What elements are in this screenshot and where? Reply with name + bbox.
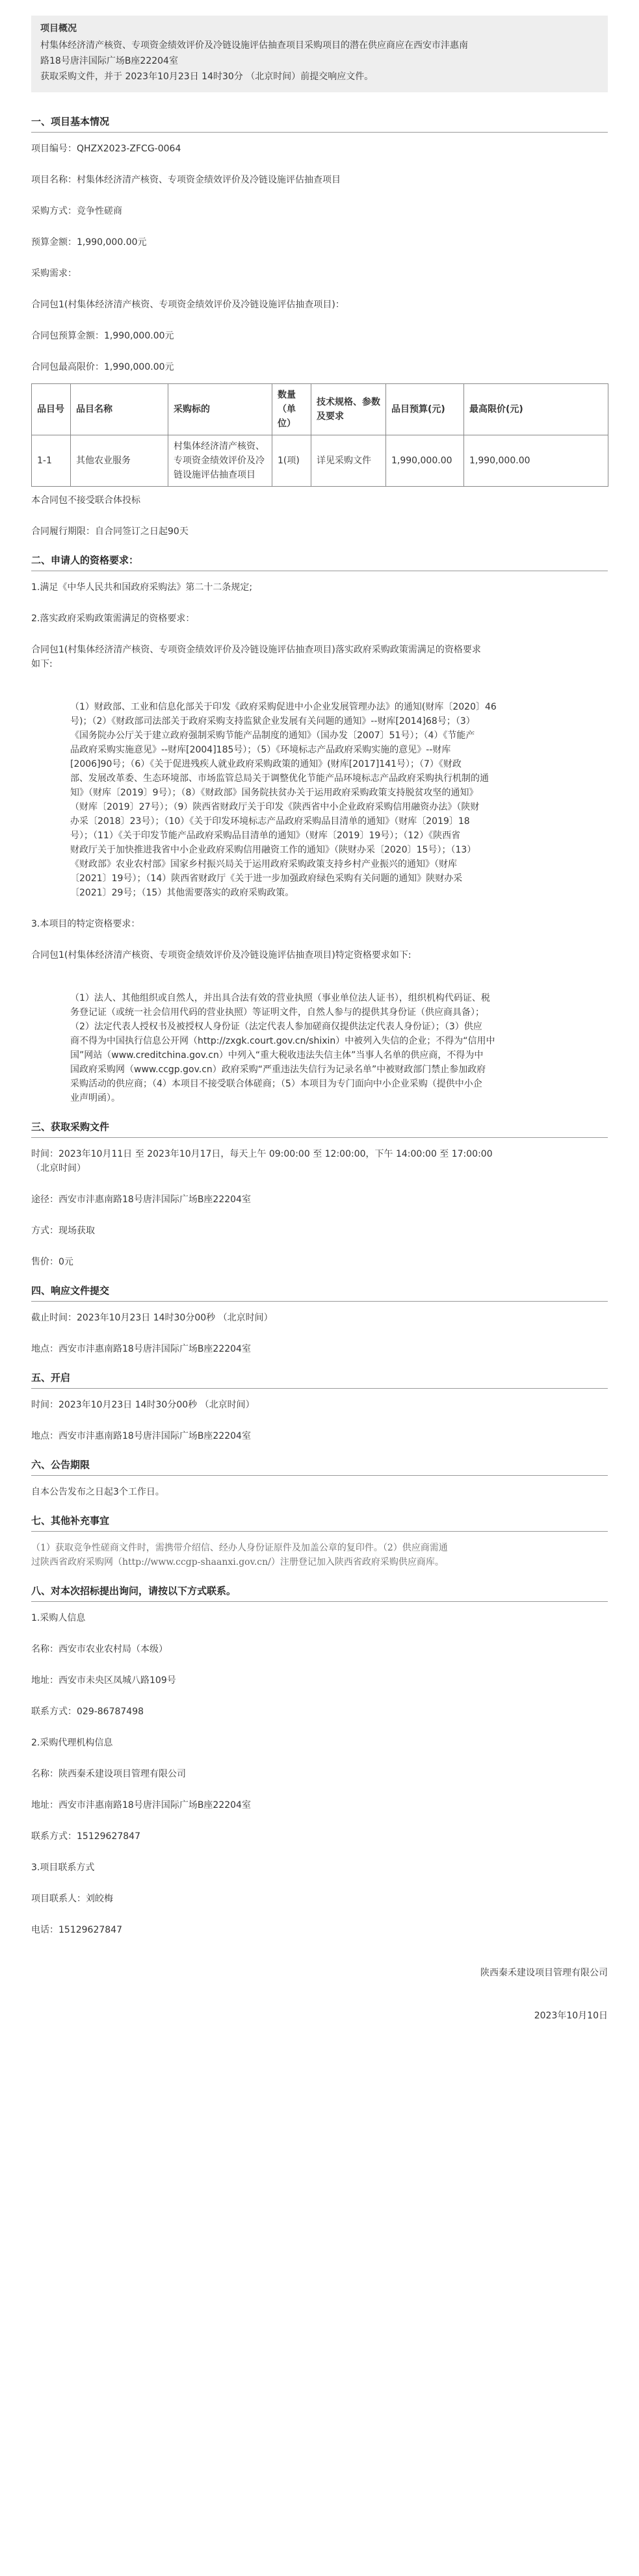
section-title-obtain-docs: 三、获取采购文件 <box>31 1121 110 1133</box>
table-header-cell: 数量（单位） <box>272 384 311 435</box>
summary-line: 路18号唐沣国际广场B座22204室 <box>40 56 178 66</box>
project-contact-title: 3.项目联系方式 <box>31 1862 95 1873</box>
qualification-law: 1.满足《中华人民共和国政府采购法》第二十二条规定; <box>31 582 253 593</box>
obtain-place: 途径：西安市沣惠南路18号唐沣国际广场B座22204室 <box>31 1194 251 1205</box>
agency-address: 地址：西安市沣惠南路18号唐沣国际广场B座22204室 <box>31 1800 251 1810</box>
section-title-opening: 五、开启 <box>31 1372 71 1384</box>
package-table <box>31 383 608 487</box>
project-summary-box <box>31 16 608 92</box>
section-divider <box>31 1388 608 1389</box>
policy-line: 〔2021〕29号；（15）其他需要落实的政府采购政策。 <box>70 888 294 898</box>
table-cell: 1-1 <box>32 435 71 487</box>
policy-line: 知》（财库〔2019〕9号）；（8）《财政部》国务院扶贫办关于运用政府采购政策支持脱贫攻坚的通知》 <box>70 788 478 798</box>
package-budget: 合同包预算金额：1,990,000.00元 <box>31 331 174 341</box>
summary-line: 获取采购文件，并于 2023年10月23日 14时30分 （北京时间）前提交响应文件。 <box>40 71 374 82</box>
summary-heading: 项目概况 <box>40 23 77 34</box>
policy-line: 〔2021〕19号）；（14）陕西省财政厅《关于进一步加强政府绿色采购有关问题的通知》陕财办采 <box>70 873 463 884</box>
section-divider <box>31 1601 608 1602</box>
table-header-cell: 品目号 <box>32 384 71 435</box>
special-line: （2）法定代表人授权书及被授权人身份证（法定代表人参加磋商仅提供法定代表人身份证）；（3）供应 <box>70 1022 482 1032</box>
purchaser-title: 1.采购人信息 <box>31 1613 86 1623</box>
other-note: 过陕西省政府采购网（http://www.ccgp-shaanxi.gov.cn/）注册登记加入陕西省政府采购供应商库。 <box>31 1557 444 1567</box>
table-header-cell: 品目名称 <box>71 384 168 435</box>
policy-requirements-title: 2.落实政府采购政策需满足的资格要求： <box>31 613 195 624</box>
contract-package-title: 合同包1(村集体经济清产核资、专项资金绩效评价及冷链设施评估抽查项目)： <box>31 300 345 310</box>
policy-list <box>31 700 608 900</box>
section-divider <box>31 1531 608 1532</box>
summary-line: 村集体经济清产核资、专项资金绩效评价及冷链设施评估抽查项目采购项目的潜在供应商应在西安市沣惠南 <box>40 40 468 51</box>
special-line: 商不得为中国执行信息公开网（http://zxgk.court.gov.cn/shixin）中被列入失信的企业；不得为“信用中 <box>70 1036 495 1046</box>
section-divider <box>31 1137 608 1138</box>
footer-date: 2023年10月10日 <box>534 2011 608 2021</box>
opening-time: 时间：2023年10月23日 14时30分00秒 （北京时间） <box>31 1400 255 1410</box>
policy-line: 号）；（11）《关于印发节能产品政府采购品目清单的通知》（财库〔2019〕19号）；（12）《陕西省 <box>70 831 461 841</box>
obtain-price: 售价：0元 <box>31 1257 73 1267</box>
obtain-time-zone: （北京时间） <box>31 1163 86 1174</box>
purchaser-name: 名称：西安市农业农村局（本级） <box>31 1644 168 1655</box>
contract-period: 合同履行期限：自合同签订之日起90天 <box>31 526 189 537</box>
section-divider <box>31 132 608 133</box>
section-divider <box>31 1475 608 1476</box>
project-name: 项目名称：村集体经济清产核资、专项资金绩效评价及冷链设施评估抽查项目 <box>31 175 341 185</box>
special-list <box>31 991 608 1105</box>
footer-company: 陕西秦禾建设项目管理有限公司 <box>480 1968 608 1978</box>
project-contact-phone: 电话：15129627847 <box>31 1925 122 1935</box>
purchaser-address: 地址：西安市未央区凤城八路109号 <box>31 1675 176 1686</box>
table-row <box>32 435 608 487</box>
agency-name: 名称：陕西秦禾建设项目管理有限公司 <box>31 1769 186 1779</box>
special-line: 国政府采购网（www.ccgp.gov.cn）政府采购“严重违法失信行为记录名单”中被财政部门禁止参加政府 <box>70 1064 486 1075</box>
special-line: 务登记证（或统一社会信用代码的营业执照）等证明文件，自然人参与的提供其身份证（供应商具备）； <box>70 1007 484 1018</box>
policy-line: 品政府采购实施意见》--财库[2004]185号）；（5）《环境标志产品政府采购实施的意见》--财库 <box>70 745 451 755</box>
agency-title: 2.采购代理机构信息 <box>31 1738 113 1748</box>
submission-deadline: 截止时间：2023年10月23日 14时30分00秒 （北京时间） <box>31 1313 273 1323</box>
special-line: （1）法人、其他组织或自然人，并出具合法有效的营业执照（事业单位法人证书），组织机构代码证、税 <box>70 993 490 1003</box>
section-title-notice-period: 六、公告期限 <box>31 1459 90 1471</box>
section-divider <box>31 1301 608 1302</box>
section-title-basic-info: 一、项目基本情况 <box>31 116 110 127</box>
policy-line: 财政厅关于加快推进我省中小企业政府采购信用融资工作的通知》（陕财办采〔2020〕15号）；（13） <box>70 845 476 855</box>
table-cell: 村集体经济清产核资、专项资金绩效评价及冷链设施评估抽查项目 <box>168 435 272 487</box>
policy-line: 部、发展改革委、生态环境部、市场监管总局关于调整优化节能产品环境标志产品政府采购执行机制的通 <box>70 773 489 784</box>
table-cell: 其他农业服务 <box>71 435 168 487</box>
agency-phone: 联系方式：15129627847 <box>31 1831 140 1842</box>
policy-intro: 合同包1(村集体经济清产核资、专项资金绩效评价及冷链设施评估抽查项目)落实政府采购政策需满足的资格要求 <box>31 645 481 655</box>
policy-line: 号)；（2）《财政部司法部关于政府采购支持监狱企业发展有关问题的通知》--财库[2014]68号；（3） <box>70 716 475 727</box>
obtain-mode: 方式：现场获取 <box>31 1226 95 1236</box>
purchaser-phone: 联系方式：029-86787498 <box>31 1707 144 1717</box>
policy-line: 《国务院办公厅关于建立政府强制采购节能产品制度的通知》（国办发〔2007〕51号）；（4）《节能产 <box>70 730 475 741</box>
table-header-cell: 品目预算(元) <box>386 384 464 435</box>
special-requirements-title: 3.本项目的特定资格要求： <box>31 919 140 929</box>
table-header-cell: 采购标的 <box>168 384 272 435</box>
special-line: 国”网站（www.creditchina.gov.cn）中列入“重大税收违法失信主体”当事人名单的供应商，不得为中 <box>70 1050 484 1061</box>
policy-intro: 如下: <box>31 659 53 669</box>
opening-place: 地点：西安市沣惠南路18号唐沣国际广场B座22204室 <box>31 1431 251 1441</box>
policy-line: 办采〔2018〕23号）；（10）《关于印发环境标志产品政府采购品目清单的通知》（财库〔2019〕18 <box>70 816 470 827</box>
table-cell: 详见采购文件 <box>311 435 386 487</box>
table-cell: 1,990,000.00 <box>386 435 464 487</box>
project-contact-person: 项目联系人：刘皎梅 <box>31 1894 113 1904</box>
project-number: 项目编号：QHZX2023-ZFCG-0064 <box>31 144 181 154</box>
table-header-row <box>32 384 608 435</box>
table-header-cell: 技术规格、参数及要求 <box>311 384 386 435</box>
special-line: 采购活动的供应商；（4）本项目不接受联合体磋商；（5）本项目为专门面向中小企业采购（提供中小企 <box>70 1079 482 1089</box>
table-cell: 1(项) <box>272 435 311 487</box>
package-max-price: 合同包最高限价：1,990,000.00元 <box>31 362 174 372</box>
special-line: 业声明函）。 <box>70 1093 120 1103</box>
budget-amount: 预算金额：1,990,000.00元 <box>31 237 147 248</box>
section-title-qualifications: 二、申请人的资格要求： <box>31 554 139 566</box>
section-title-submission: 四、响应文件提交 <box>31 1285 110 1296</box>
other-note: （1）获取竞争性磋商文件时，需携带介绍信、经办人身份证原件及加盖公章的复印件。（2）供应商需通 <box>31 1543 448 1553</box>
notice-period-text: 自本公告发布之日起3个工作日。 <box>31 1487 164 1497</box>
table-cell: 1,990,000.00 <box>464 435 608 487</box>
section-title-contact: 八、对本次招标提出询问，请按以下方式联系。 <box>31 1585 237 1597</box>
table-header-cell: 最高限价(元) <box>464 384 608 435</box>
announcement-page <box>31 16 608 2023</box>
obtain-time: 时间：2023年10月11日 至 2023年10月17日，每天上午 09:00:00 至 12:00:00，下午 14:00:00 至 17:00:00 <box>31 1149 493 1159</box>
policy-line: 《财政部》农业农村部》国家乡村振兴局关于运用政府采购政策支持乡村产业振兴的通知》（财库 <box>70 859 457 869</box>
policy-line: （1）财政部、工业和信息化部关于印发《政府采购促进中小企业发展管理办法》的通知(财库〔2020〕46 <box>70 702 497 712</box>
no-consortium-note: 本合同包不接受联合体投标 <box>31 495 140 506</box>
procurement-demand-label: 采购需求： <box>31 268 77 279</box>
submission-place: 地点：西安市沣惠南路18号唐沣国际广场B座22204室 <box>31 1344 251 1354</box>
procurement-method: 采购方式：竞争性磋商 <box>31 206 122 216</box>
policy-line: [2006]90号；（6）《关于促进残疾人就业政府采购政策的通知》(财库[2017]141号）；（7）《财政 <box>70 759 462 769</box>
special-intro: 合同包1(村集体经济清产核资、专项资金绩效评价及冷链设施评估抽查项目)特定资格要求如下: <box>31 950 411 960</box>
section-title-other: 七、其他补充事宜 <box>31 1515 110 1526</box>
policy-line: （财库〔2019〕27号）；（9）陕西省财政厅关于印发《陕西省中小企业政府采购信用融资办法》（陕财 <box>70 802 480 812</box>
